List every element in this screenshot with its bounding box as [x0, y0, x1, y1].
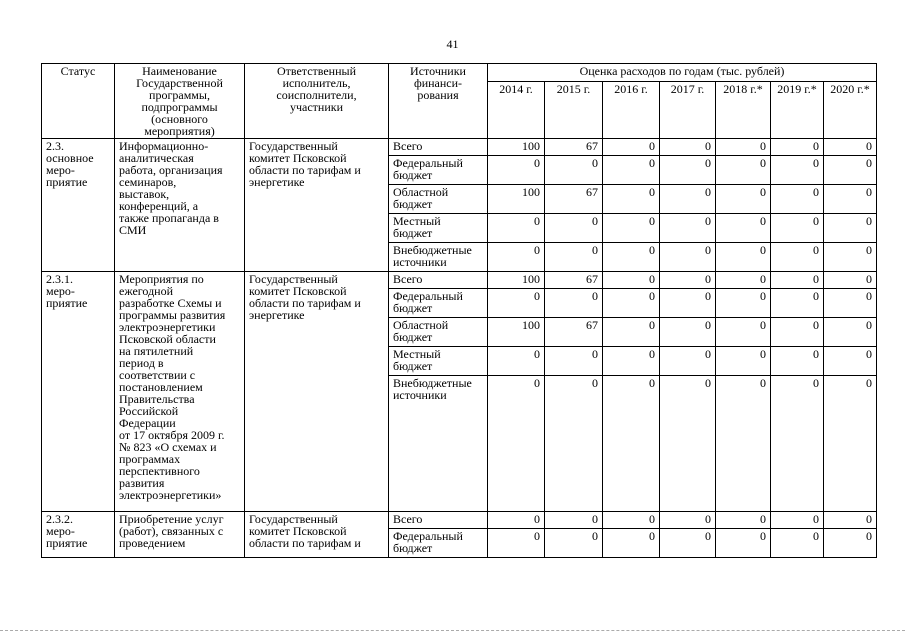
value-cell: 0 [824, 272, 877, 289]
value-cell: 0 [771, 347, 824, 376]
header-expenses: Оценка расходов по годам (тыс. рублей) [488, 64, 877, 82]
group-responsible: Государственный комитет Псковской области по тарифам и энергетике [245, 272, 389, 512]
value-cell: 0 [824, 139, 877, 156]
source-cell: Всего [389, 139, 488, 156]
value-cell: 100 [488, 185, 545, 214]
value-cell: 0 [824, 347, 877, 376]
value-cell: 0 [488, 289, 545, 318]
value-cell: 0 [488, 156, 545, 185]
group-status: 2.3. основное меро- приятие [42, 139, 115, 272]
value-cell: 0 [824, 289, 877, 318]
value-cell: 0 [603, 272, 660, 289]
value-cell: 0 [771, 272, 824, 289]
value-cell: 0 [488, 214, 545, 243]
value-cell: 0 [603, 318, 660, 347]
header-sources: Источники финанси- рования [389, 64, 488, 139]
header-year: 2020 г.* [824, 82, 877, 139]
value-cell: 0 [545, 529, 603, 558]
value-cell: 100 [488, 318, 545, 347]
value-cell: 0 [603, 529, 660, 558]
value-cell: 0 [545, 347, 603, 376]
value-cell: 0 [771, 185, 824, 214]
value-cell: 0 [771, 289, 824, 318]
value-cell: 0 [771, 243, 824, 272]
value-cell: 0 [716, 185, 771, 214]
value-cell: 0 [824, 243, 877, 272]
value-cell: 0 [824, 214, 877, 243]
value-cell: 0 [716, 272, 771, 289]
table-row [42, 272, 877, 289]
group-status: 2.3.1. меро- приятие [42, 272, 115, 512]
table-row [42, 139, 877, 156]
page-edge-line [0, 630, 905, 631]
header-row [42, 64, 877, 82]
value-cell: 0 [660, 289, 716, 318]
value-cell: 0 [545, 156, 603, 185]
group-responsible: Государственный комитет Псковской области по тарифам и [245, 512, 389, 558]
value-cell: 0 [771, 318, 824, 347]
source-cell: Федеральный бюджет [389, 156, 488, 185]
value-cell: 0 [716, 214, 771, 243]
source-cell: Всего [389, 272, 488, 289]
header-year: 2016 г. [603, 82, 660, 139]
value-cell: 0 [660, 376, 716, 512]
value-cell: 0 [488, 243, 545, 272]
header-year: 2019 г.* [771, 82, 824, 139]
source-cell: Местный бюджет [389, 347, 488, 376]
value-cell: 0 [771, 376, 824, 512]
value-cell: 0 [488, 347, 545, 376]
group-name: Приобретение услуг (работ), связанных с проведением [115, 512, 245, 558]
value-cell: 0 [824, 185, 877, 214]
value-cell: 0 [660, 243, 716, 272]
value-cell: 0 [716, 289, 771, 318]
value-cell: 0 [660, 512, 716, 529]
table-body [42, 139, 877, 558]
header-year: 2015 г. [545, 82, 603, 139]
value-cell: 0 [660, 214, 716, 243]
value-cell: 0 [603, 139, 660, 156]
value-cell: 0 [545, 214, 603, 243]
budget-table [41, 63, 877, 558]
source-cell: Областной бюджет [389, 185, 488, 214]
value-cell: 0 [824, 512, 877, 529]
value-cell: 0 [660, 347, 716, 376]
source-cell: Федеральный бюджет [389, 289, 488, 318]
value-cell: 0 [716, 318, 771, 347]
value-cell: 0 [771, 512, 824, 529]
value-cell: 0 [603, 243, 660, 272]
value-cell: 0 [545, 376, 603, 512]
value-cell: 100 [488, 272, 545, 289]
value-cell: 0 [824, 156, 877, 185]
source-cell: Всего [389, 512, 488, 529]
source-cell: Внебюджетные источники [389, 243, 488, 272]
value-cell: 0 [603, 156, 660, 185]
value-cell: 0 [716, 243, 771, 272]
value-cell: 0 [603, 214, 660, 243]
value-cell: 0 [660, 185, 716, 214]
group-name: Мероприятия по ежегодной разработке Схемы и программы развития электроэнергетики Псковской области на пятилетний период в соответствии с постановлением Правительства Российской Федерации от 17 октября 2009 г. № 823 «О схемах и программах перспективного развития электроэнергетики» [115, 272, 245, 512]
source-cell: Федеральный бюджет [389, 529, 488, 558]
value-cell: 0 [660, 272, 716, 289]
value-cell: 0 [716, 529, 771, 558]
value-cell: 0 [488, 529, 545, 558]
value-cell: 0 [824, 376, 877, 512]
value-cell: 0 [545, 289, 603, 318]
value-cell: 67 [545, 318, 603, 347]
group-name: Информационно- аналитическая работа, организация семинаров, выставок, конференций, а также пропаганда в СМИ [115, 139, 245, 272]
value-cell: 0 [824, 318, 877, 347]
header-responsible: Ответственный исполнитель, соисполнители, участники [245, 64, 389, 139]
value-cell: 0 [771, 529, 824, 558]
source-cell: Областной бюджет [389, 318, 488, 347]
value-cell: 0 [545, 243, 603, 272]
value-cell: 0 [716, 347, 771, 376]
value-cell: 0 [716, 512, 771, 529]
value-cell: 0 [824, 529, 877, 558]
value-cell: 100 [488, 139, 545, 156]
source-cell: Местный бюджет [389, 214, 488, 243]
value-cell: 0 [603, 376, 660, 512]
value-cell: 0 [603, 347, 660, 376]
value-cell: 0 [716, 139, 771, 156]
value-cell: 0 [603, 185, 660, 214]
header-status: Статус [42, 64, 115, 139]
value-cell: 0 [771, 139, 824, 156]
value-cell: 0 [716, 376, 771, 512]
value-cell: 0 [660, 139, 716, 156]
value-cell: 0 [603, 289, 660, 318]
value-cell: 0 [716, 156, 771, 185]
value-cell: 67 [545, 185, 603, 214]
header-year: 2018 г.* [716, 82, 771, 139]
group-responsible: Государственный комитет Псковской области по тарифам и энергетике [245, 139, 389, 272]
group-status: 2.3.2. меро- приятие [42, 512, 115, 558]
value-cell: 0 [771, 214, 824, 243]
value-cell: 0 [603, 512, 660, 529]
table-row [42, 512, 877, 529]
page-number: 41 [446, 37, 459, 51]
value-cell: 0 [771, 156, 824, 185]
value-cell: 67 [545, 272, 603, 289]
value-cell: 67 [545, 139, 603, 156]
value-cell: 0 [660, 318, 716, 347]
header-year: 2017 г. [660, 82, 716, 139]
value-cell: 0 [488, 512, 545, 529]
value-cell: 0 [660, 156, 716, 185]
value-cell: 0 [545, 512, 603, 529]
value-cell: 0 [660, 529, 716, 558]
header-year: 2014 г. [488, 82, 545, 139]
value-cell: 0 [488, 376, 545, 512]
source-cell: Внебюджетные источники [389, 376, 488, 512]
header-name: Наименование Государственной программы, подпрограммы (основного мероприятия) [115, 64, 245, 139]
